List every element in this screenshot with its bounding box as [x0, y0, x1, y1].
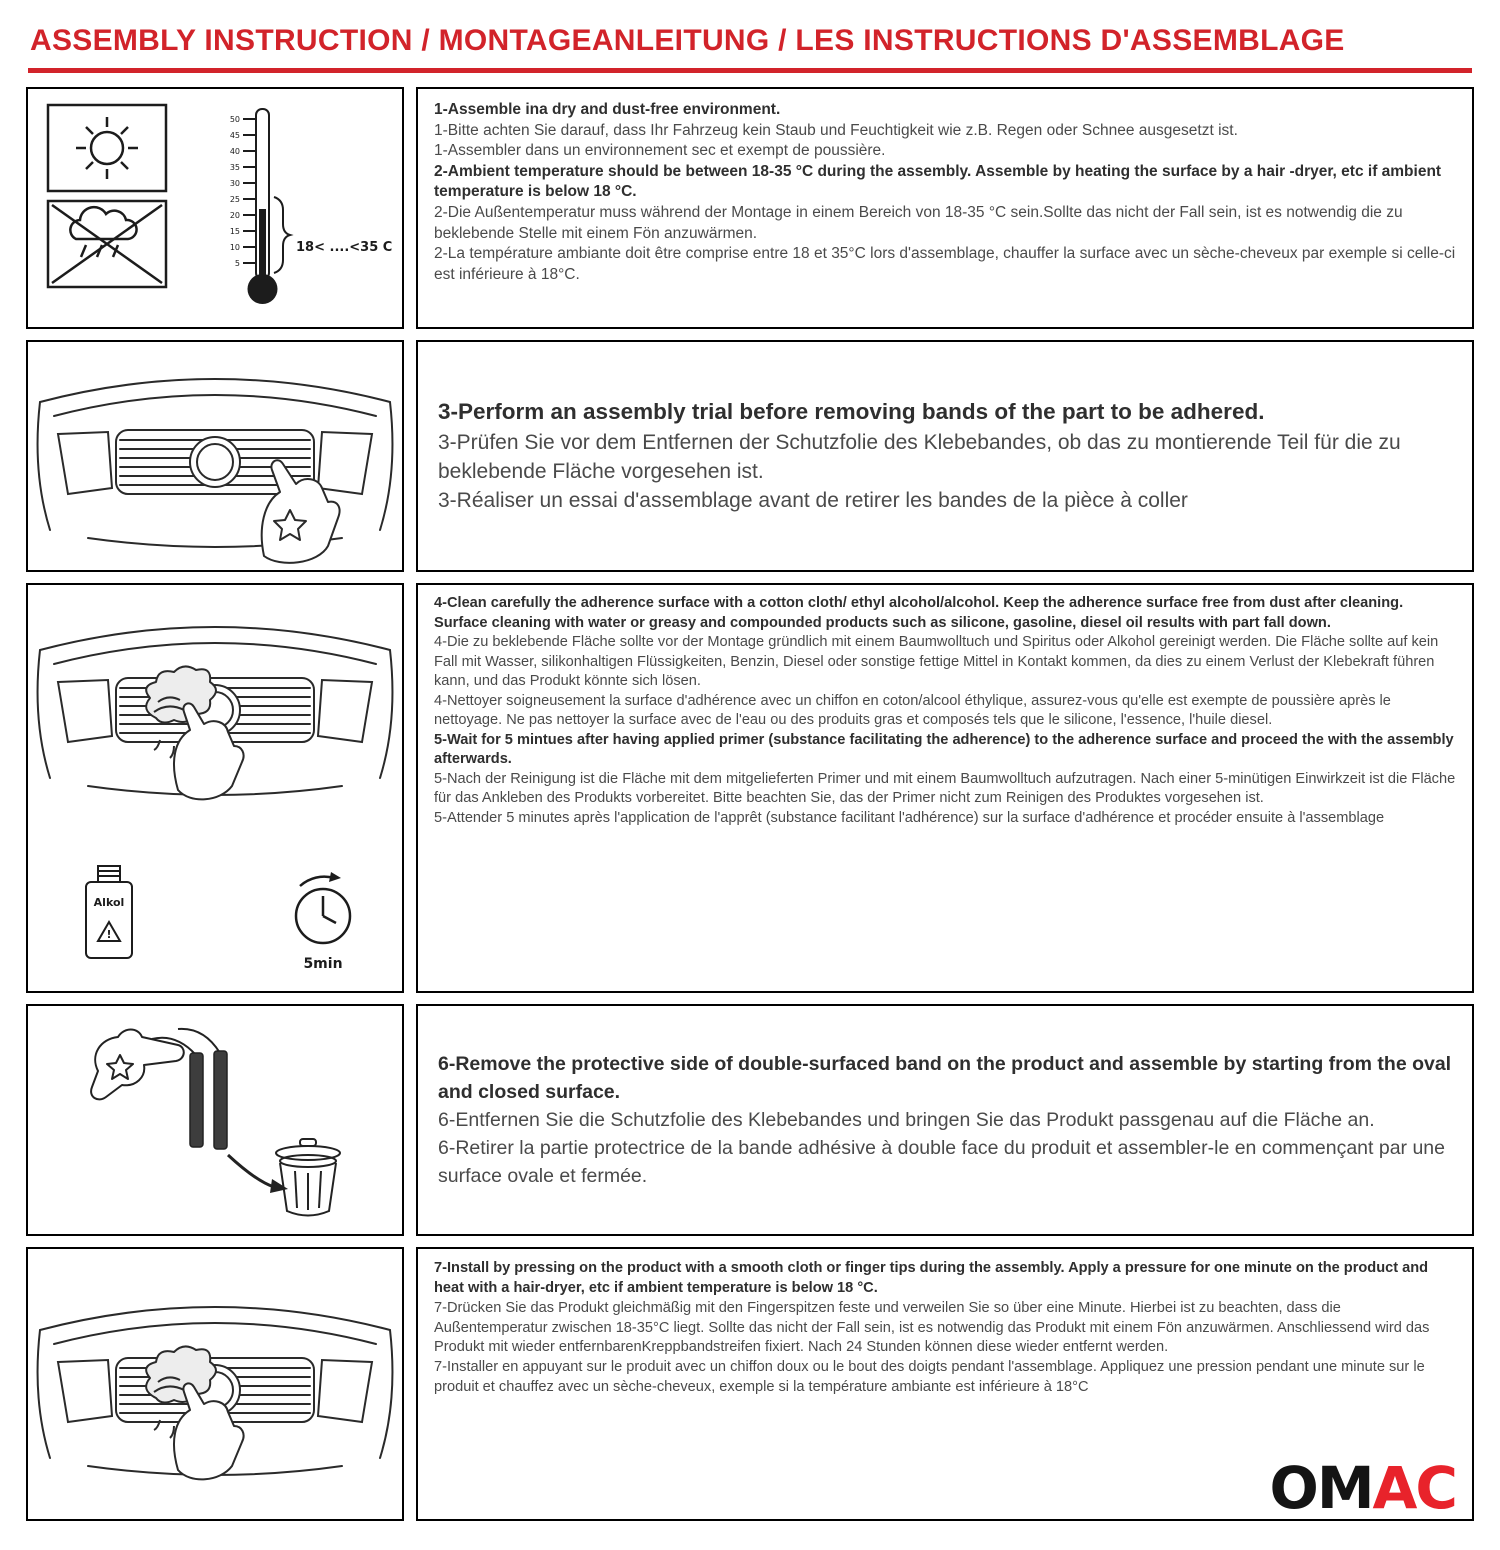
svg-text:Alkol: Alkol: [93, 896, 125, 909]
svg-text:5min: 5min: [303, 956, 343, 972]
instruction-paragraph: 1-Bitte achten Sie darauf, dass Ihr Fahrzeug kein Staub und Feuchtigkeit wie z.B. Regen oder Schnee ausgesetzt ist.: [434, 121, 1238, 139]
step-text-5: [416, 1247, 1474, 1521]
step-text-1: [416, 87, 1474, 329]
instruction-paragraph: 6-Remove the protective side of double-surfaced band on the product and assemble by starting from the oval and closed surface.: [438, 1052, 1452, 1103]
omac-logo-red: AC: [1372, 1454, 1456, 1522]
step-row-3: [26, 583, 1474, 993]
instruction-paragraph: 4-Clean carefully the adherence surface with a cotton cloth/ ethyl alcohol/alcohol. Keep the adherence surface free from dust after cleaning. Surface cleaning with water or greasy and compounded products such as silicone, gasoline, diesel oil results with part fall down.: [434, 595, 1404, 631]
svg-text:15: 15: [229, 227, 240, 236]
pressing-illustration: [26, 1247, 404, 1521]
svg-text:20: 20: [229, 211, 240, 220]
band-removal-illustration: [26, 1004, 404, 1236]
omac-logo: [1269, 1454, 1456, 1522]
instruction-paragraph: 5-Wait for 5 mintues after having applied primer (substance facilitating the adherence) to the adherence surface and proceed the with the assembly afterwards.: [434, 731, 1454, 768]
no-rain-icon: [48, 201, 166, 287]
step-row-4: [26, 1004, 1474, 1236]
environment-illustration: [26, 87, 404, 329]
svg-text:5: 5: [234, 259, 240, 268]
svg-text:45: 45: [229, 131, 240, 140]
clock-icon: [296, 872, 350, 972]
instruction-paragraph: 3-Réaliser un essai d'assemblage avant de retirer les bandes de la pièce à coller: [438, 489, 1188, 513]
instruction-paragraph: 4-Nettoyer soigneusement la surface d'adhérence avec un chiffon en coton/alcool éthylique, assurez-vous qu'elle est exempte de poussière après le nettoyage. Ne pas nettoyer la surface avec de l'eau ou des produits gras et composés tels que le silicone, l'essence, l'huile diesel.: [434, 692, 1391, 729]
title-underline: [28, 68, 1472, 73]
instruction-paragraph: 6-Entfernen Sie die Schutzfolie des Klebebandes und bringen Sie das Produkt passgenau auf die Fläche an.: [438, 1108, 1375, 1131]
instruction-paragraph: 1-Assemble ina dry and dust-free environment.: [434, 101, 781, 118]
instruction-paragraph: 7-Installer en appuyant sur le produit avec un chiffon doux ou le bout des doigts pendant l'assemblage. Appliquez une pression pendant une minute sur le produit et chauffez avec un sèche-cheveux, exemple si la température ambiante est inférieure à 18°C: [434, 1359, 1425, 1396]
step-row-5: [26, 1247, 1474, 1521]
svg-text:40: 40: [229, 147, 240, 156]
instruction-paragraph: 6-Retirer la partie protectrice de la bande adhésive à double face du produit et assembler-le en commençant par une surface ovale et fermée.: [438, 1137, 1446, 1188]
step-text-4: [416, 1004, 1474, 1236]
cleaning-illustration: [26, 583, 404, 993]
svg-text:!: !: [106, 928, 112, 941]
instruction-paragraph: 2-La température ambiante doit être comprise entre 18 et 35°C lors d'assemblage, chauffer la surface avec un sèche-cheveux par exemple si celle-ci est inférieure à 18°C.: [434, 245, 1456, 283]
page-title: ASSEMBLY INSTRUCTION / MONTAGEANLEITUNG / LES INSTRUCTIONS D'ASSEMBLAGE: [30, 24, 1345, 57]
instruction-paragraph: 4-Die zu beklebende Fläche sollte vor der Montage gründlich mit einem Baumwolltuch und Spiritus oder Alkohol gereinigt werden. Die Fläche sollte auf kein Fall mit Wasser, silikonhaltigen Flüssigkeiten, Benzin, Diesel oder sonstige fettige Mittel in Kontakt kommen, da dies zu einem Verlust der Klebekraft führen kann, und das Produkt könnte sich lösen.: [434, 634, 1439, 690]
sun-icon: [48, 105, 166, 191]
instruction-paragraph: 3-Perform an assembly trial before removing bands of the part to be adhered.: [438, 399, 1265, 425]
instruction-paragraph: 5-Nach der Reinigung ist die Fläche mit dem mitgelieferten Primer und mit einem Baumwolltuch aufzutragen. Nach einer 5-minütigen Einwirkzeit ist die Fläche für das Ankleben des Produkts vorbereitet. Bitte beachten Sie, das der Primer nicht zum Reinigen des Produktes vorgesehen ist.: [434, 770, 1456, 807]
instruction-paragraph: 2-Ambient temperature should be between 18-35 °C during the assembly. Assemble by heating the surface by a hair -dryer, etc if ambient temperature is below 18 °C.: [434, 162, 1442, 201]
thermometer-icon: [230, 109, 393, 304]
instruction-paragraph: 2-Die Außentemperatur muss während der Montage in einem Bereich von 18-35 °C sein.Sollte das nicht der Fall sein, ist es notwendig die zu beklebende Stelle mit einem Fön anzuwärmen.: [434, 204, 1403, 242]
omac-logo-black: OM: [1269, 1454, 1373, 1522]
step-row-2: [26, 340, 1474, 572]
svg-text:25: 25: [229, 195, 240, 204]
instruction-paragraph: 5-Attender 5 minutes après l'application de l'apprêt (substance facilitant l'adhérence) sur la surface d'adhérence et procéder ensuite à l'assemblage: [434, 810, 1385, 827]
arrow-icon: [228, 1155, 274, 1187]
instruction-paragraph: 7-Drücken Sie das Produkt gleichmäßig mit den Fingerspitzen feste und verweilen Sie so über eine Minute. Hierbei ist zu beachten, dass die Außentemperatur zwischen 18-35°C liegt. Sollte das nicht der Fall sein, ist es notwendig das Produkt mit einem Fön anzuwärmen. Anschliessend wird das Produkt mit wieder entfernbarenKreppbandstreifen fixiert. Nach 24 Stunden können diese wieder entfernt werden.: [434, 1299, 1430, 1356]
car-grille-icon: [38, 379, 393, 547]
step-text-2: [416, 340, 1474, 572]
svg-text:35: 35: [229, 163, 240, 172]
svg-text:30: 30: [229, 179, 240, 188]
instruction-paragraph: 1-Assembler dans un environnement sec et exempt de poussière.: [434, 142, 886, 160]
alcohol-bottle-icon: [86, 866, 132, 958]
arrow-head: [270, 1179, 288, 1193]
car-grille-trial-illustration: [26, 340, 404, 572]
temperature-range-label: 18< ....<35 C: [296, 240, 393, 255]
instruction-paragraph: 7-Install by pressing on the product with a smooth cloth or finger tips during the assembly. Apply a pressure for one minute on the product and heat with a hair-dryer, etc if ambient temperature is below 18 °C.: [434, 1260, 1429, 1296]
peeling-hand-icon: [91, 1030, 184, 1100]
trash-can-icon: [276, 1139, 340, 1216]
step-row-1: [26, 87, 1474, 329]
step-text-3: [416, 583, 1474, 993]
svg-text:10: 10: [229, 243, 240, 252]
instruction-paragraph: 3-Prüfen Sie vor dem Entfernen der Schutzfolie des Klebebandes, ob das zu montierende Teil für die zu beklebende Fläche vorgesehen ist.: [438, 430, 1401, 484]
svg-text:50: 50: [229, 115, 240, 124]
